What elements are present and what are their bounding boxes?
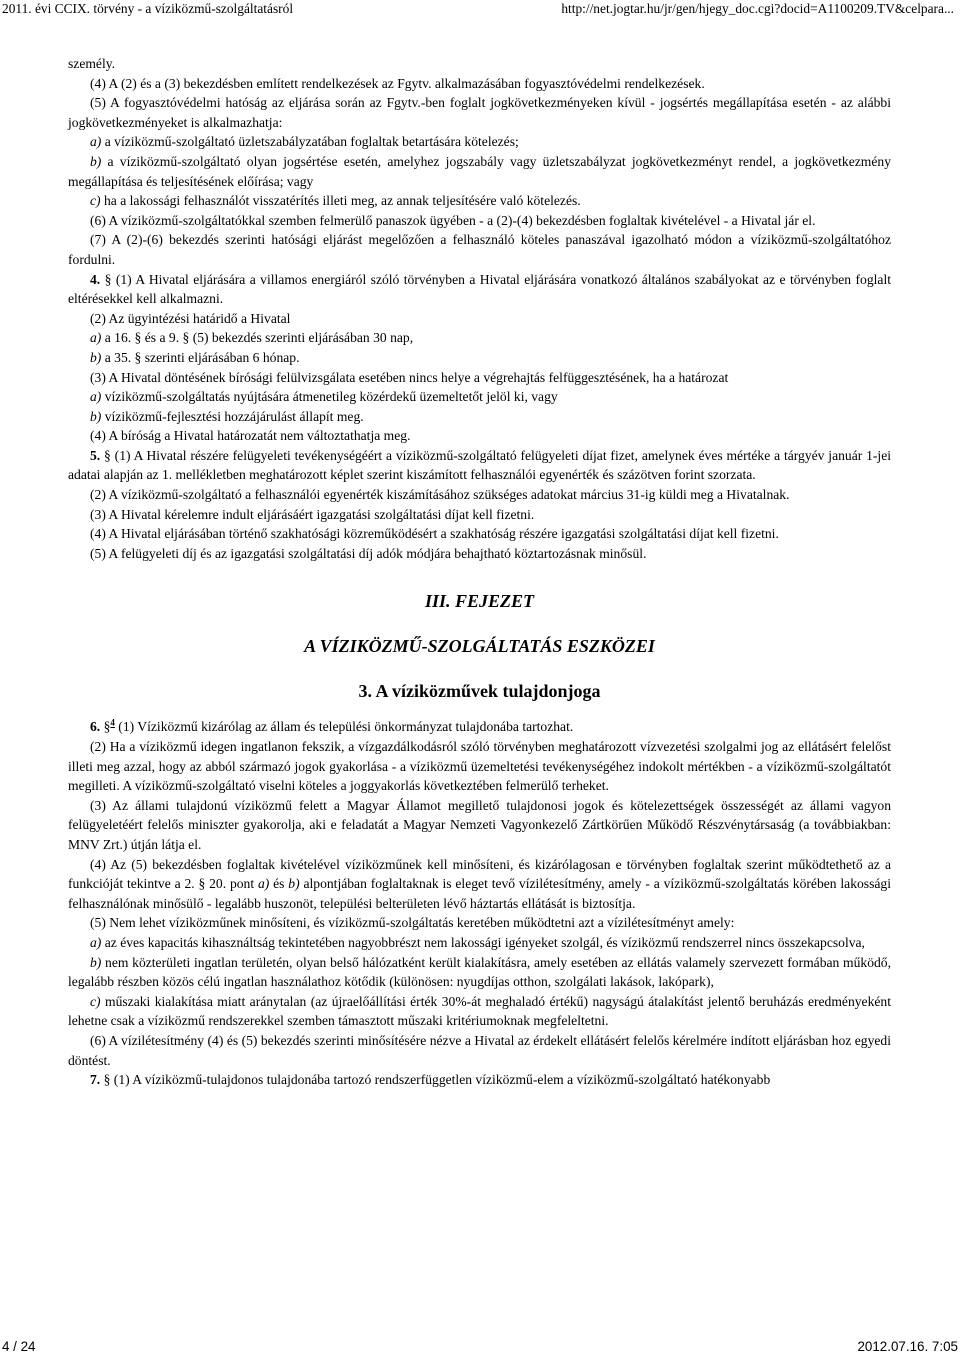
section-7: 7. § (1) A víziközmű-tulajdonos tulajdonába tartozó rendszerfüggetlen víziközmű-elem a víziközmű-szolgáltató hatékonyabb	[90, 1072, 771, 1088]
subchapter-title: 3. A víziközművek tulajdonjoga	[358, 681, 601, 702]
chapter-title: A VÍZIKÖZMŰ-SZOLGÁLTATÁS ESZKÖZEI	[304, 636, 655, 657]
section-number: 4.	[90, 271, 101, 287]
paragraph: (5) A fogyasztóvédelmi hatóság az eljárása során az Fgytv.-ben foglalt jogkövetkezményeken kívül - jogsértés megállapítása esetén - az alábbi jogkövetkezményeket is alkalmazhatja:	[68, 95, 891, 130]
paragraph: (4) A Hivatal eljárásában történő szakhatósági közreműködésért a szakhatóság részére igazgatási szolgáltatási díjat kell fizetni.	[90, 526, 779, 542]
section-5: 5. § (1) A Hivatal részére felügyeleti tevékenységéért a víziközmű-szolgáltató felügyeleti díjat fizet, amelynek éves mértéke a tárgyév január 1-jei adatai alapján az 1. mellékletben meghatározott képlet szerint kiszámított felhasználói egyenérték és százötven forint szorzata.	[68, 447, 891, 483]
paragraph: (4) A (2) és a (3) bekezdésben említett rendelkezések az Fgytv. alkalmazásában fogyasztóvédelmi rendelkezések.	[90, 75, 705, 91]
paragraph: (4) A bíróság a Hivatal határozatát nem változtathatja meg.	[90, 428, 411, 444]
chapter-heading: III. FEJEZET	[424, 591, 535, 612]
page-footer	[0, 1339, 960, 1357]
list-item: a) víziközmű-szolgáltatás nyújtására átmenetileg közérdekű üzemeltetőt jelöl ki, vagy	[90, 389, 558, 405]
paragraph: (2) A víziközmű-szolgáltató a felhasználói egyenérték kiszámításához szükséges adatokat március 31-ig küldi meg a Hivatalnak.	[90, 487, 790, 503]
section-6: 6. §$^4$ (1) Víziközmű kizárólag az állam és települési önkormányzat tulajdonába tartozhat.	[90, 717, 574, 735]
paragraph: (6) A víziközmű-szolgáltatókkal szemben felmerülő panaszok ügyében - a (2)-(4) bekezdésben foglaltak kivételével - a Hivatal jár el.	[90, 212, 816, 228]
section-number: 7.	[90, 1072, 101, 1088]
list-item: a) a víziközmű-szolgáltató üzletszabályzatában foglaltak betartására kötelezés;	[90, 134, 519, 150]
section-4: 4. § (1) A Hivatal eljárására a villamos energiáról szóló törvényben a Hivatal eljárására vonatkozó általános szabályokat az e törvényben foglalt eltérésekkel kell alkalmazni.	[68, 271, 891, 307]
paragraph: (3) A Hivatal kérelemre indult eljárásáért igazgatási szolgáltatási díjat kell fizetni.	[90, 506, 535, 522]
item-label: a)	[90, 134, 102, 150]
page-number: 4 / 24	[2, 1339, 36, 1354]
document-body	[68, 54, 891, 1090]
item-label: c)	[90, 193, 101, 209]
list-item: b) víziközmű-fejlesztési hozzájárulást állapít meg.	[90, 408, 364, 424]
header-title: 2011. évi CCIX. törvény - a víziközmű-szolgáltatásról	[2, 1, 294, 16]
paragraph: (3) Az állami tulajdonú víziközmű felett a Magyar Államot megillető tulajdonosi jogok és kötelezettségek összességét az állami vagyon felügyeletéért felelős miniszter gyakorolja, aki e feladatát a Magyar Nemzeti Vagyonkezelő Zártkörűen Működő Részvénytársaság (a továbbiakban: MNV Zrt.) útján látja el.	[68, 797, 891, 852]
print-timestamp: 2012.07.16. 7:05	[857, 1339, 958, 1354]
list-item: a) az éves kapacitás kihasználtság tekintetében nagyobbrészt nem lakossági igényeket szolgál, és víziközmű rendszerrel nincs összekapcsolva,	[90, 934, 865, 950]
footnote-reference[interactable]: 4	[110, 717, 115, 728]
list-item: b) a 35. § szerinti eljárásában 6 hónap.	[90, 349, 300, 365]
list-item: b) nem közterületi ingatlan területén, olyan belső hálózatként került kialakításra, amely esetében az ellátás valamely szervezett formában működő, legalább részben közös célú ingatlan használathoz kötődik (különösen: nyugdíjas otthon, szolgálati lakások, lakópark),	[68, 954, 891, 990]
paragraph: (4) Az (5) bekezdésben foglaltak kivételével víziközműnek kell minősíteni, és kizárólagosan e törvényben foglaltak szerint működtethető az a funkcióját tekintve a 2. § 20. pont a) és b) alpontjában foglaltaknak is eleget tevő vízilétesítmény, amely - a víziközmű-szolgáltatás körében lakossági felhasználónak minősülő - legalább huszonöt, települési belterületen lévő háztartás ellátását is biztosítja.	[68, 856, 891, 911]
paragraph: (5) Nem lehet víziközműnek minősíteni, és víziközmű-szolgáltatás keretében működtetni azt a vízilétesítményt amely:	[90, 915, 735, 931]
paragraph: (7) A (2)-(6) bekezdés szerinti hatósági eljárást megelőzően a felhasználó köteles panaszával igazolható módon a víziközmű-szolgáltatóhoz fordulni.	[68, 232, 891, 267]
paragraph: (5) A felügyeleti díj és az igazgatási szolgáltatási díj adók módjára behajtható köztartozásnak minősül.	[90, 545, 647, 561]
page-header	[0, 0, 960, 22]
section-number: 6.	[90, 719, 101, 735]
list-item: c) műszaki kialakítása miatt aránytalan (az újraelőállítási érték 30%-át meghaladó értékű) nagyságú átalakítást jelentő beruházás eredményeként lehetne csak a víziközmű rendszerekkel szemben támasztott műszaki kritériumoknak megfeleltetni.	[68, 993, 891, 1029]
paragraph: (2) Az ügyintézési határidő a Hivatal	[90, 310, 291, 326]
list-item: c) ha a lakossági felhasználót visszatérítés illeti meg, az annak teljesítésére való kötelezés.	[90, 193, 581, 209]
list-item: a) a 16. § és a 9. § (5) bekezdés szerinti eljárásában 30 nap,	[90, 330, 414, 346]
paragraph: (2) Ha a víziközmű idegen ingatlanon fekszik, a vízgazdálkodásról szóló törvényben meghatározott vízvezetési szolgalmi jog az ellátásért felelőst illeti meg azzal, hogy az abból származó jogok gyakorlása - a víziközmű üzemeltetési tevékenységéhez indokolt mértékben - a víziközmű-szolgáltatót megilleti. A víziközmű-szolgáltató viselni köteles a joggyakorlás következtében felmerülő terheket.	[68, 739, 891, 794]
item-label: b)	[90, 153, 102, 169]
paragraph: (3) A Hivatal döntésének bírósági felülvizsgálata esetében nincs helye a végrehajtás felfüggesztésének, ha a határozat	[90, 369, 729, 385]
paragraph: (6) A vízilétesítmény (4) és (5) bekezdés szerinti minősítésére nézve a Hivatal az érdekelt ellátásért felelős kérelmére indított eljárásban hoz egyedi döntést.	[68, 1032, 891, 1068]
header-url: http://net.jogtar.hu/jr/gen/hjegy_doc.cgi?docid=A1100209.TV&celpara...	[561, 1, 954, 16]
text-line: személy.	[68, 56, 116, 71]
list-item: b) a víziközmű-szolgáltató olyan jogsértése esetén, amelyhez jogszabály vagy üzletszabályzat jogkövetkezményt rendel, a jogkövetkezmény megállapítása és teljesítésének előírása; vagy	[68, 153, 891, 189]
section-number: 5.	[90, 447, 101, 463]
